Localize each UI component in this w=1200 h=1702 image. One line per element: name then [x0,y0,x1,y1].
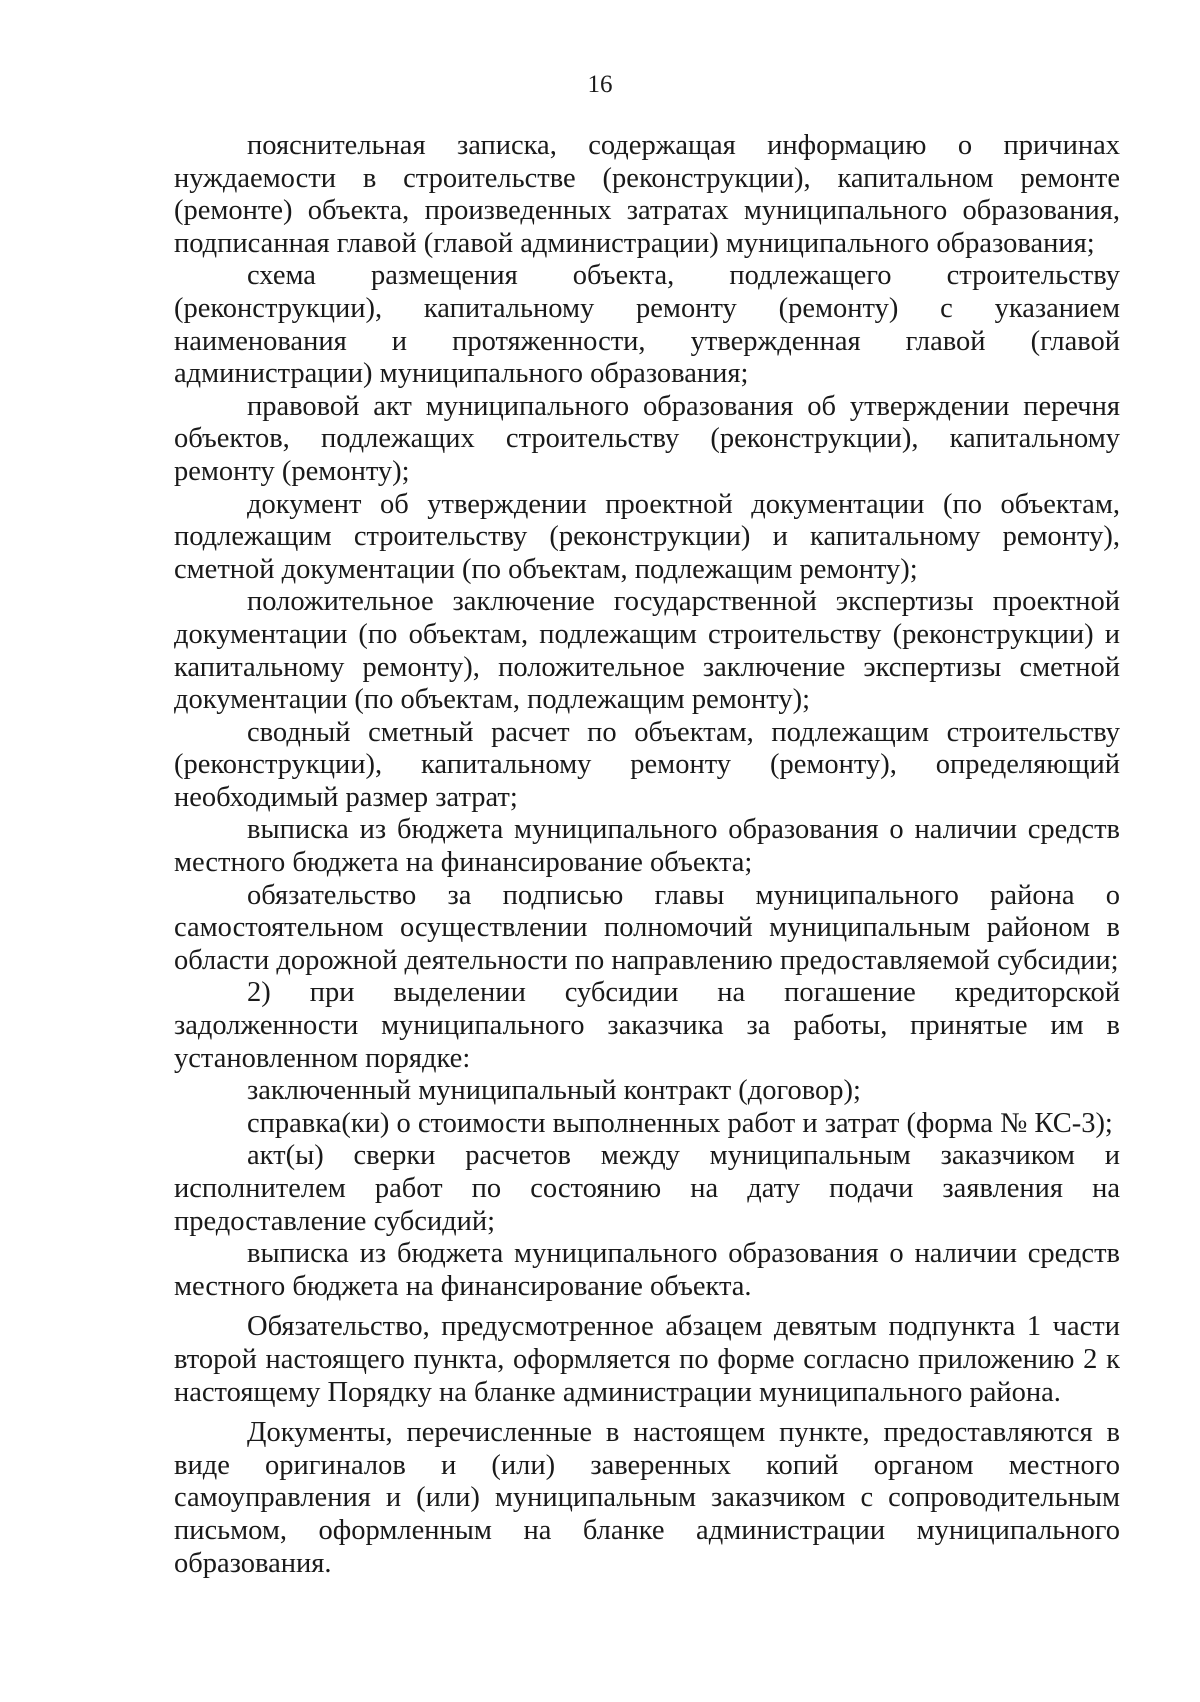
paragraph-debt-subsidy: 2) при выделении субсидии на погашение кредиторской задолженности муниципального заказчика за работы, принятые им в установленном порядке: [174,977,1120,1074]
paragraph-design-approval: документ об утверждении проектной документации (по объектам, подлежащим строительству (реконструкции) и капитальному ремонту), сметной документации (по объектам, подлежащим ремонту); [174,488,1120,585]
paragraph-reconciliation-act: акт(ы) сверки расчетов между муниципальным заказчиком и исполнителем работ по состоянию на дату подачи заявления на предоставление субсидий; [174,1140,1120,1237]
paragraph-ks3-certificate: справка(ки) о стоимости выполненных работ и затрат (форма № КС-3); [247,1107,1113,1139]
page-number: 16 [587,71,613,98]
paragraph-explanatory-note: пояснительная записка, содержащая информацию о причинах нуждаемости в строительстве (реконструкции), капитальном ремонте (ремонте) объекта, произведенных затратах муниципального образования, подписанная главой (главой администрации) муниципального образования; [174,130,1120,259]
paragraph-cost-estimate: сводный сметный расчет по объектам, подлежащим строительству (реконструкции), капитальному ремонту (ремонту), определяющий необходимый размер затрат; [174,716,1120,813]
document-body [174,130,1120,1580]
paragraph-obligation-form: Обязательство, предусмотренное абзацем девятым подпункта 1 части второй настоящего пункта, оформляется по форме согласно приложению 2 к настоящему Порядку на бланке администрации муниципального района. [174,1311,1120,1408]
paragraph-budget-extract-2: выписка из бюджета муниципального образования о наличии средств местного бюджета на финансирование объекта. [174,1238,1120,1302]
paragraph-legal-act: правовой акт муниципального образования об утверждении перечня объектов, подлежащих строительству (реконструкции), капитальному ремонту (ремонту); [174,390,1120,487]
paragraph-contract: заключенный муниципальный контракт (договор); [247,1075,861,1107]
paragraph-expert-conclusion: положительное заключение государственной экспертизы проектной документации (по объектам, подлежащим строительству (реконструкции) и капитальному ремонту), положительное заключение экспертизы сметной документации (по объектам, подлежащим ремонту); [174,586,1120,716]
paragraph-documents-submission: Документы, перечисленные в настоящем пункте, предоставляются в виде оригиналов и (или) заверенных копий органом местного самоуправления и (или) муниципальным заказчиком с сопроводительным письмом, оформленным на бланке администрации муниципального образования. [174,1417,1120,1579]
paragraph-budget-extract: выписка из бюджета муниципального образования о наличии средств местного бюджета на финансирование объекта; [174,814,1120,879]
paragraph-obligation: обязательство за подписью главы муниципального района о самостоятельном осуществлении полномочий муниципальным районом в области дорожной деятельности по направлению предоставляемой субсидии; [174,879,1120,976]
paragraph-placement-scheme: схема размещения объекта, подлежащего строительству (реконструкции), капитальному ремонту (ремонту) с указанием наименования и протяженности, утвержденная главой (главой администрации) муниципального образования; [174,260,1120,390]
